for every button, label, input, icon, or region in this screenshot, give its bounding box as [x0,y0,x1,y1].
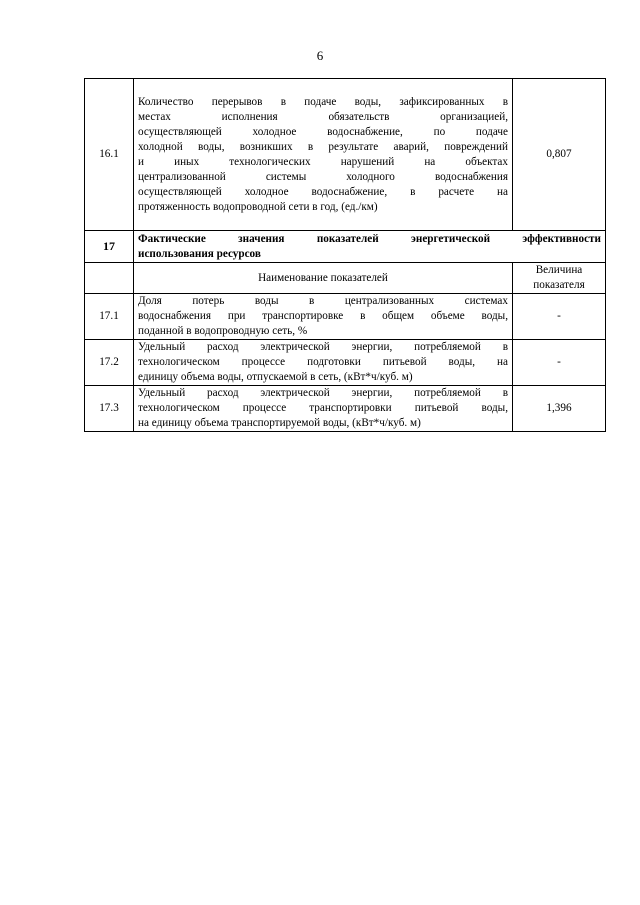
row-description [134,386,513,432]
indicators-table [84,78,606,432]
table-row [85,294,606,340]
row-description [134,294,513,340]
description-line: протяженность водопроводной сети в год, (ед./км) [138,200,378,213]
section-number: 17 [85,231,134,263]
row-number: 17.3 [85,386,134,432]
header-name: Наименование показателей [134,263,513,294]
description-line: Удельный расход электрической энергии, потребляемой в [138,387,508,399]
header-row [85,263,606,294]
description-line: осуществляющей холодное водоснабжение, в расчете на [138,185,508,198]
description-line: единицу объема воды, отпускаемой в сеть, (кВт*ч/куб. м) [138,371,413,383]
description-line: местах исполнения обязательств организацией, [138,110,508,123]
description-line: Удельный расход электрической энергии, потребляемой в [138,341,508,353]
table-row [85,386,606,432]
row-number: 17.2 [85,340,134,386]
row-value: - [513,340,606,386]
header-value-line: Величина [535,264,583,276]
description-line: технологическом процессе транспортировки питьевой воды, [138,402,508,414]
section-title-line: Фактические значения показателей энергетической эффективности [138,232,601,245]
header-value-line: показателя [533,279,585,291]
table-row [85,340,606,386]
row-number: 17.1 [85,294,134,340]
section-title [134,231,606,263]
page-number: 6 [316,48,324,63]
table-row [85,79,606,231]
description-line: технологическом процессе подготовки питьевой воды, на [138,356,508,368]
description-line: и иных технологических нарушений на объектах [138,155,508,168]
header-empty-cell [85,263,134,294]
row-description [134,79,513,231]
row-value: 1,396 [513,386,606,432]
description-line: на единицу объема транспортируемой воды, (кВт*ч/куб. м) [138,417,421,429]
section-title-line: использования ресурсов [138,247,261,260]
description-line: централизованной системы холодного водоснабжения [138,170,508,183]
row-value: - [513,294,606,340]
description-line: Количество перерывов в подаче воды, зафиксированных в [138,95,508,108]
description-line: холодной воды, возникших в результате аварий, повреждений [138,140,508,153]
row-number: 16.1 [85,79,134,231]
description-line: водоснабжения при транспортировке в общем объеме воды, [138,310,508,322]
description-line: Доля потерь воды в централизованных системах [138,295,508,307]
header-value [513,263,606,294]
section-row [85,231,606,263]
description-line: поданной в водопроводную сеть, % [138,325,308,337]
row-description [134,340,513,386]
description-line: осуществляющей холодное водоснабжение, по подаче [138,125,508,138]
row-value: 0,807 [513,79,606,231]
